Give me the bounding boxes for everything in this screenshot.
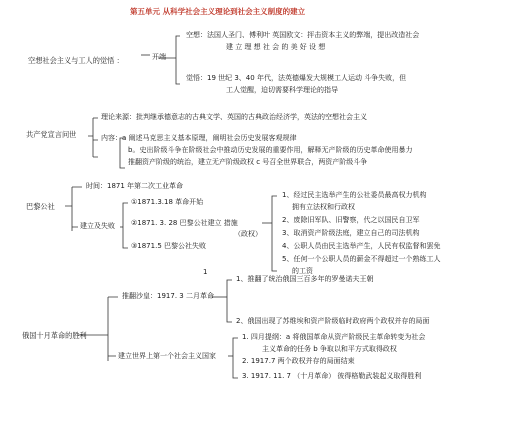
overthrow-tsar: 推翻沙皇：1917. 3 二月革命 <box>122 292 214 300</box>
measure-2: 2、废除旧军队、旧警察，代之以国民自卫军 <box>282 216 420 224</box>
measure-5: 5、任何一个公职人员的薪金不得超过一个熟练工人 <box>282 255 441 263</box>
section-october-revolution: 俄国十月革命的胜利 <box>22 331 87 340</box>
section-paris-commune: 巴黎公社 <box>26 202 55 211</box>
stray-mark: 1 <box>203 268 208 276</box>
measure-1-cont: 拥有立法权和行政权 <box>292 203 355 211</box>
october-1917: 3. 1917. 11. 7 （十月革命） 彼得格勒武装起义取得胜利 <box>242 372 422 380</box>
document-title: 第五单元 从科学社会主义理论到社会主义制度的建立 <box>130 7 306 16</box>
label-beginning: 开端 <box>152 53 166 61</box>
content-line-2: b。史出阶级斗争在阶级社会中推动历史发展的重要作用，解释无产阶级的历史革命使用暴力 <box>128 146 413 154</box>
event-2-regime: （政权） <box>234 230 262 238</box>
measure-5-cont: 的工资 <box>292 267 313 275</box>
event-3: ③1871.5 巴黎公社失败 <box>131 242 206 250</box>
event-2: ②1871. 3. 28 巴黎公社建立 措施 <box>131 219 238 227</box>
theory-source: 理论来源：批判继承德意志的古典文学、英国的古典政治经济学，英法的空想社会主义 <box>101 113 367 121</box>
content-line-3: 推翻资产阶级的统治，建立无产阶级政权 c 号召全世界联合，两资产阶级斗争 <box>128 158 368 166</box>
result-2: 2、俄国出现了苏维埃和资产阶级临时政府两个政权并存的局面 <box>236 317 430 325</box>
awakening-line-1: 觉悟：19 世纪 3、40 年代，法英德爆发大规模工人运动 斗争失败，但 <box>186 74 407 82</box>
section-utopian-socialism: 空想社会主义与工人的觉悟 ： <box>28 56 124 65</box>
april-theses-1: 1. 四月提纲：a 将俄国革命从资产阶级民主革命转变为社会 <box>242 333 426 341</box>
awakening-line-2: 工人觉醒，迫切需要科学理论的指导 <box>226 86 338 94</box>
commune-time: 时间：1871 年第二次工业革命 <box>86 182 184 190</box>
result-1: 1、推翻了统治俄国三百多年的罗曼诺夫王朝 <box>236 275 374 283</box>
label-founding-and-failure: 建立及失败 <box>80 222 115 230</box>
event-1: ①1871.3.18 革命开始 <box>131 198 204 206</box>
utopian-line-2: 建 立 理 想 社 会 的 美 好 设 想 <box>226 43 326 51</box>
july-1917: 2. 1917.7 两个政权并存的局面结束 <box>242 357 355 365</box>
measure-4: 4、公职人员由民主选举产生，人民有权监督和罢免 <box>282 242 441 250</box>
measure-3: 3、取消资产阶级法庭，建立自己的司法机构 <box>282 229 420 237</box>
content-line-1: 内容：a 阐述马克思主义基本原理，阐明社会历史发展客观规律 <box>101 134 297 142</box>
section-communist-manifesto: 共产党宣言问世 <box>26 130 77 139</box>
april-theses-2: 主义革命的任务 b 争取以和平方式取得政权 <box>262 345 397 353</box>
measure-1: 1、经过民主选举产生的公社委员最高权力机构 <box>282 191 427 199</box>
first-socialist-state: 建立世界上第一个社会主义国家 <box>118 352 216 360</box>
utopian-line-1: 空想：法国人圣门、傅利叶 英国欧文：抨击资本主义的弊端，提出改造社会 <box>186 31 420 39</box>
